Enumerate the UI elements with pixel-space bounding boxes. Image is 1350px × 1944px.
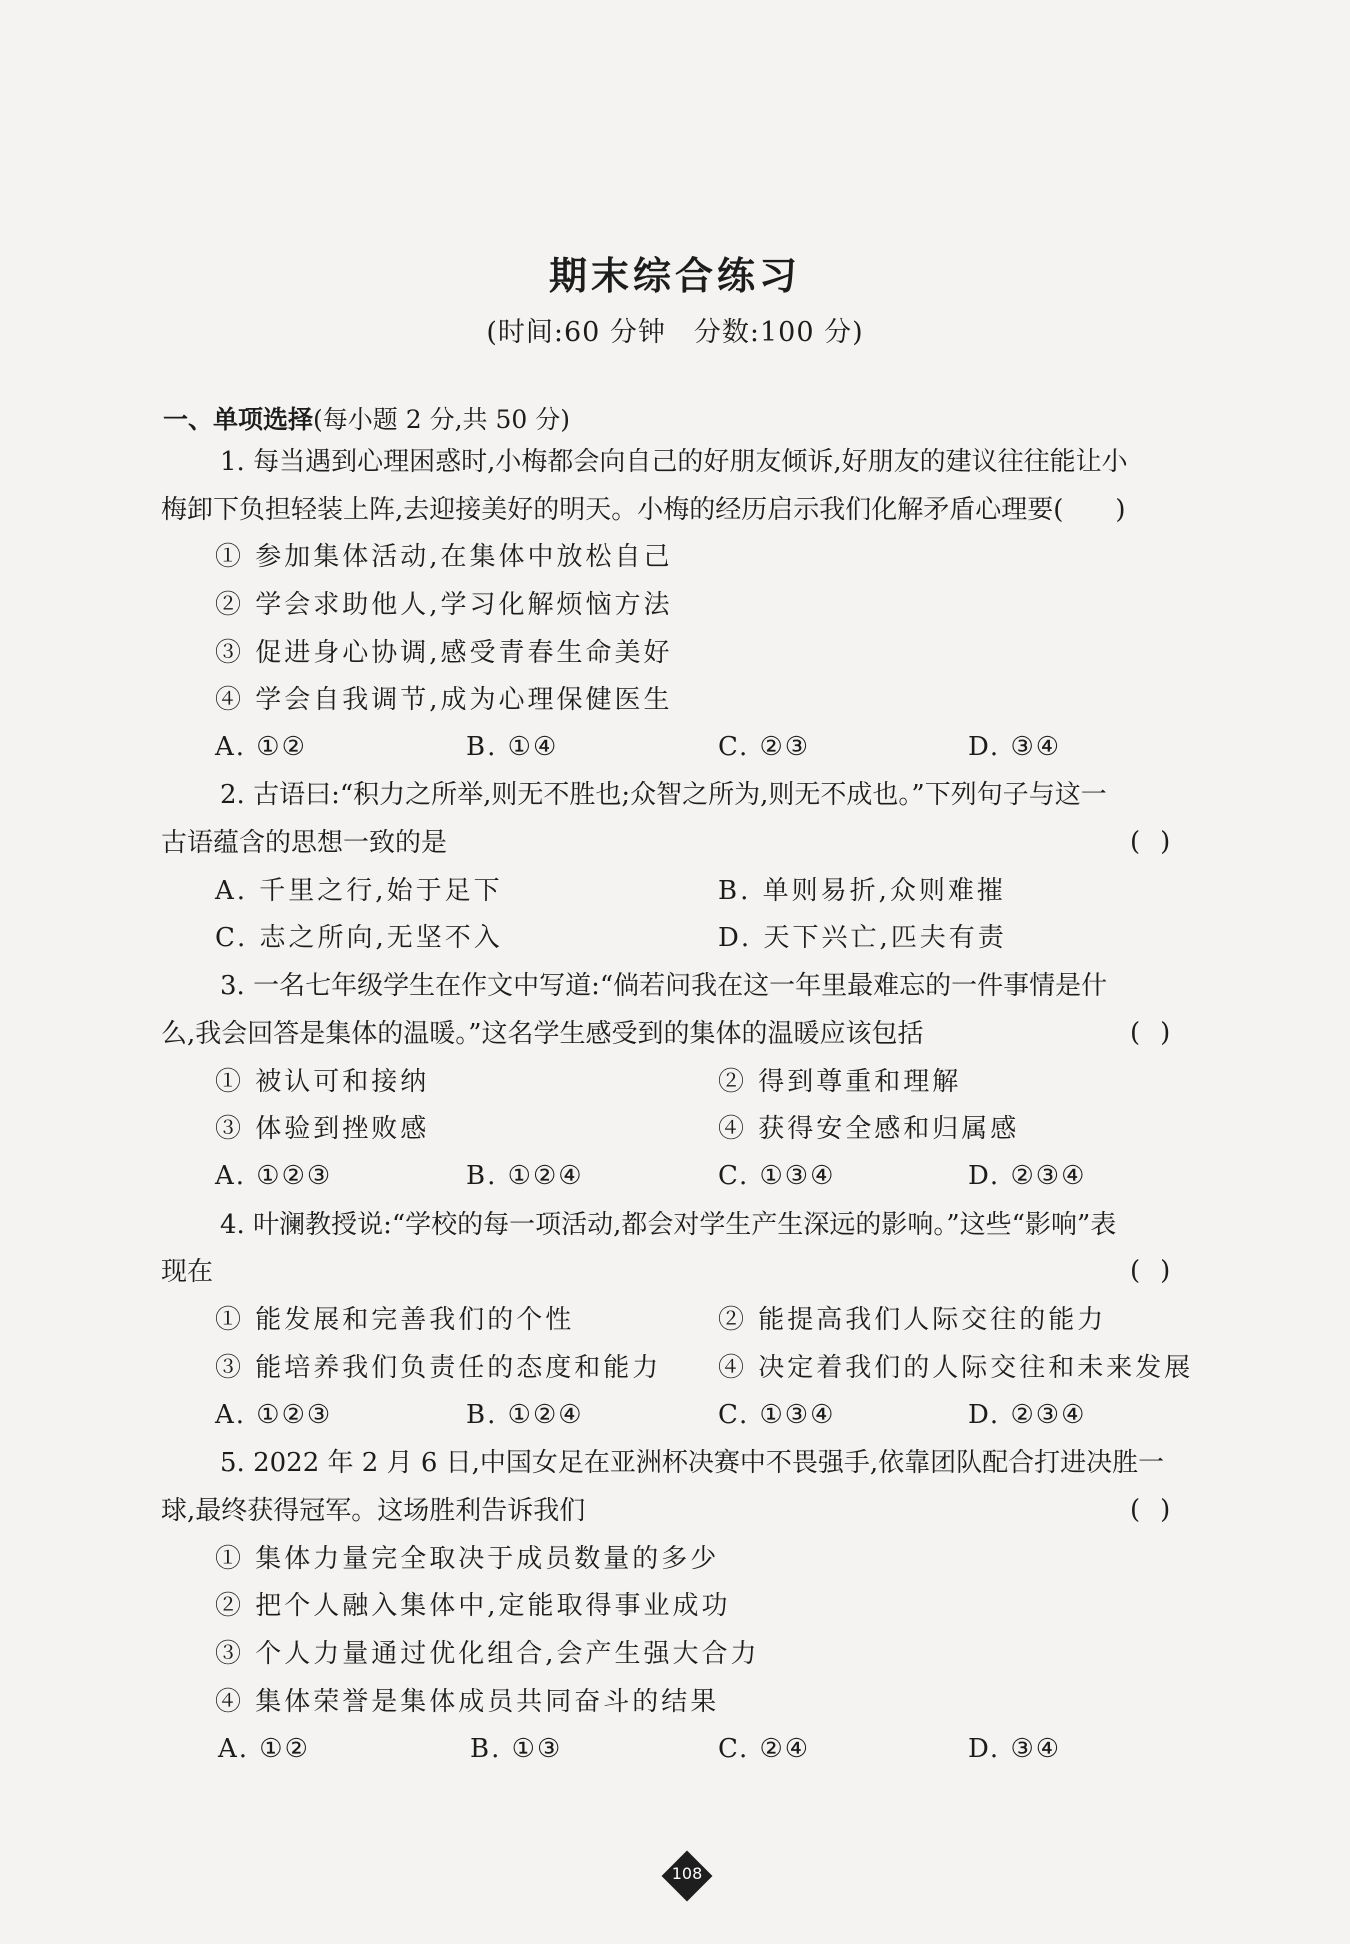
- question-3-item-2: ② 得到尊重和理解: [718, 1067, 962, 1097]
- question-4-line-1: 4. 叶澜教授说:“学校的每一项活动,都会对学生产生深远的影响。”这些“影响”表: [220, 1210, 1117, 1240]
- question-4-line-2: 现在: [161, 1257, 214, 1287]
- question-5-choice-b: B. ①③: [470, 1734, 563, 1764]
- question-4-item-3: ③ 能培养我们负责任的态度和能力: [215, 1353, 662, 1383]
- question-1-choice-c: C. ②③: [718, 732, 811, 762]
- section-note: (每小题 2 分,共 50 分): [313, 405, 570, 434]
- question-3-choice-b: B. ①②④: [466, 1161, 584, 1191]
- question-5-answer-blank: (): [1130, 1495, 1191, 1525]
- exam-info: (时间:60 分钟 分数:100 分): [486, 317, 864, 348]
- question-3-line-2: 么,我会回答是集体的温暖。”这名学生感受到的集体的温暖应该包括: [161, 1019, 924, 1049]
- question-4-choice-c: C. ①③④: [718, 1400, 836, 1430]
- question-3-item-4: ④ 获得安全感和归属感: [718, 1114, 1020, 1144]
- question-1-item-1: ① 参加集体活动,在集体中放松自己: [215, 542, 673, 572]
- question-3-choice-c: C. ①③④: [718, 1161, 836, 1191]
- question-2-line-2: 古语蕴含的思想一致的是: [161, 828, 448, 858]
- section-heading: [163, 400, 570, 436]
- question-4-item-2: ② 能提高我们人际交往的能力: [718, 1305, 1107, 1335]
- question-5-item-2: ② 把个人融入集体中,定能取得事业成功: [215, 1591, 731, 1621]
- question-5-choice-d: D. ③④: [968, 1734, 1062, 1764]
- question-5-line-2: 球,最终获得冠军。这场胜利告诉我们: [161, 1496, 586, 1526]
- question-1-line-2: 梅卸下负担轻装上阵,去迎接美好的明天。小梅的经历启示我们化解矛盾心理要( ): [161, 495, 1126, 525]
- question-5-choice-a: A. ①②: [218, 1734, 310, 1764]
- question-5-choice-c: C. ②④: [718, 1734, 811, 1764]
- question-5-item-4: ④ 集体荣誉是集体成员共同奋斗的结果: [215, 1687, 720, 1717]
- question-2-option-d: D. 天下兴亡,匹夫有责: [718, 923, 1007, 953]
- question-4-answer-blank: (): [1130, 1256, 1191, 1286]
- question-1-choice-a: A. ①②: [215, 732, 307, 762]
- question-3-choice-a: A. ①②③: [215, 1161, 333, 1191]
- question-3-line-1: 3. 一名七年级学生在作文中写道:“倘若问我在这一年里最难忘的一件事情是什: [220, 971, 1108, 1001]
- question-3-item-1: ① 被认可和接纳: [215, 1067, 430, 1097]
- question-5-item-3: ③ 个人力量通过优化组合,会产生强大合力: [215, 1639, 760, 1669]
- question-2-option-b: B. 单则易折,众则难摧: [718, 876, 1006, 906]
- question-2-option-a: A. 千里之行,始于足下: [215, 876, 503, 906]
- question-1-item-2: ② 学会求助他人,学习化解烦恼方法: [215, 590, 673, 620]
- question-1-line-1: 1. 每当遇到心理困惑时,小梅都会向自己的好朋友倾诉,好朋友的建议往往能让小: [220, 447, 1128, 477]
- question-3-answer-blank: (): [1130, 1018, 1191, 1048]
- question-2-option-c: C. 志之所向,无坚不入: [215, 923, 503, 953]
- question-3-choice-d: D. ②③④: [968, 1161, 1087, 1191]
- question-4-choice-a: A. ①②③: [215, 1400, 333, 1430]
- page-title: 期末综合练习: [548, 254, 801, 298]
- page-number-badge: [663, 1852, 711, 1900]
- question-2-line-1: 2. 古语曰:“积力之所举,则无不胜也;众智之所为,则无不成也。”下列句子与这一: [220, 780, 1107, 810]
- question-4-choice-d: D. ②③④: [968, 1400, 1087, 1430]
- question-4-item-1: ① 能发展和完善我们的个性: [215, 1305, 575, 1335]
- page-number: 108: [671, 1864, 703, 1883]
- question-1-choice-d: D. ③④: [968, 732, 1062, 762]
- section-title: 一、单项选择: [163, 405, 314, 434]
- question-1-choice-b: B. ①④: [466, 732, 559, 762]
- question-1-item-4: ④ 学会自我调节,成为心理保健医生: [215, 685, 673, 715]
- question-5-line-1: 5. 2022 年 2 月 6 日,中国女足在亚洲杯决赛中不畏强手,依靠团队配合打进决胜一: [220, 1448, 1165, 1478]
- question-4-item-4: ④ 决定着我们的人际交往和未来发展: [718, 1353, 1194, 1383]
- question-1-item-3: ③ 促进身心协调,感受青春生命美好: [215, 638, 673, 668]
- question-2-answer-blank: (): [1130, 827, 1191, 857]
- question-4-choice-b: B. ①②④: [466, 1400, 584, 1430]
- question-3-item-3: ③ 体验到挫败感: [215, 1114, 430, 1144]
- question-5-item-1: ① 集体力量完全取决于成员数量的多少: [215, 1544, 720, 1574]
